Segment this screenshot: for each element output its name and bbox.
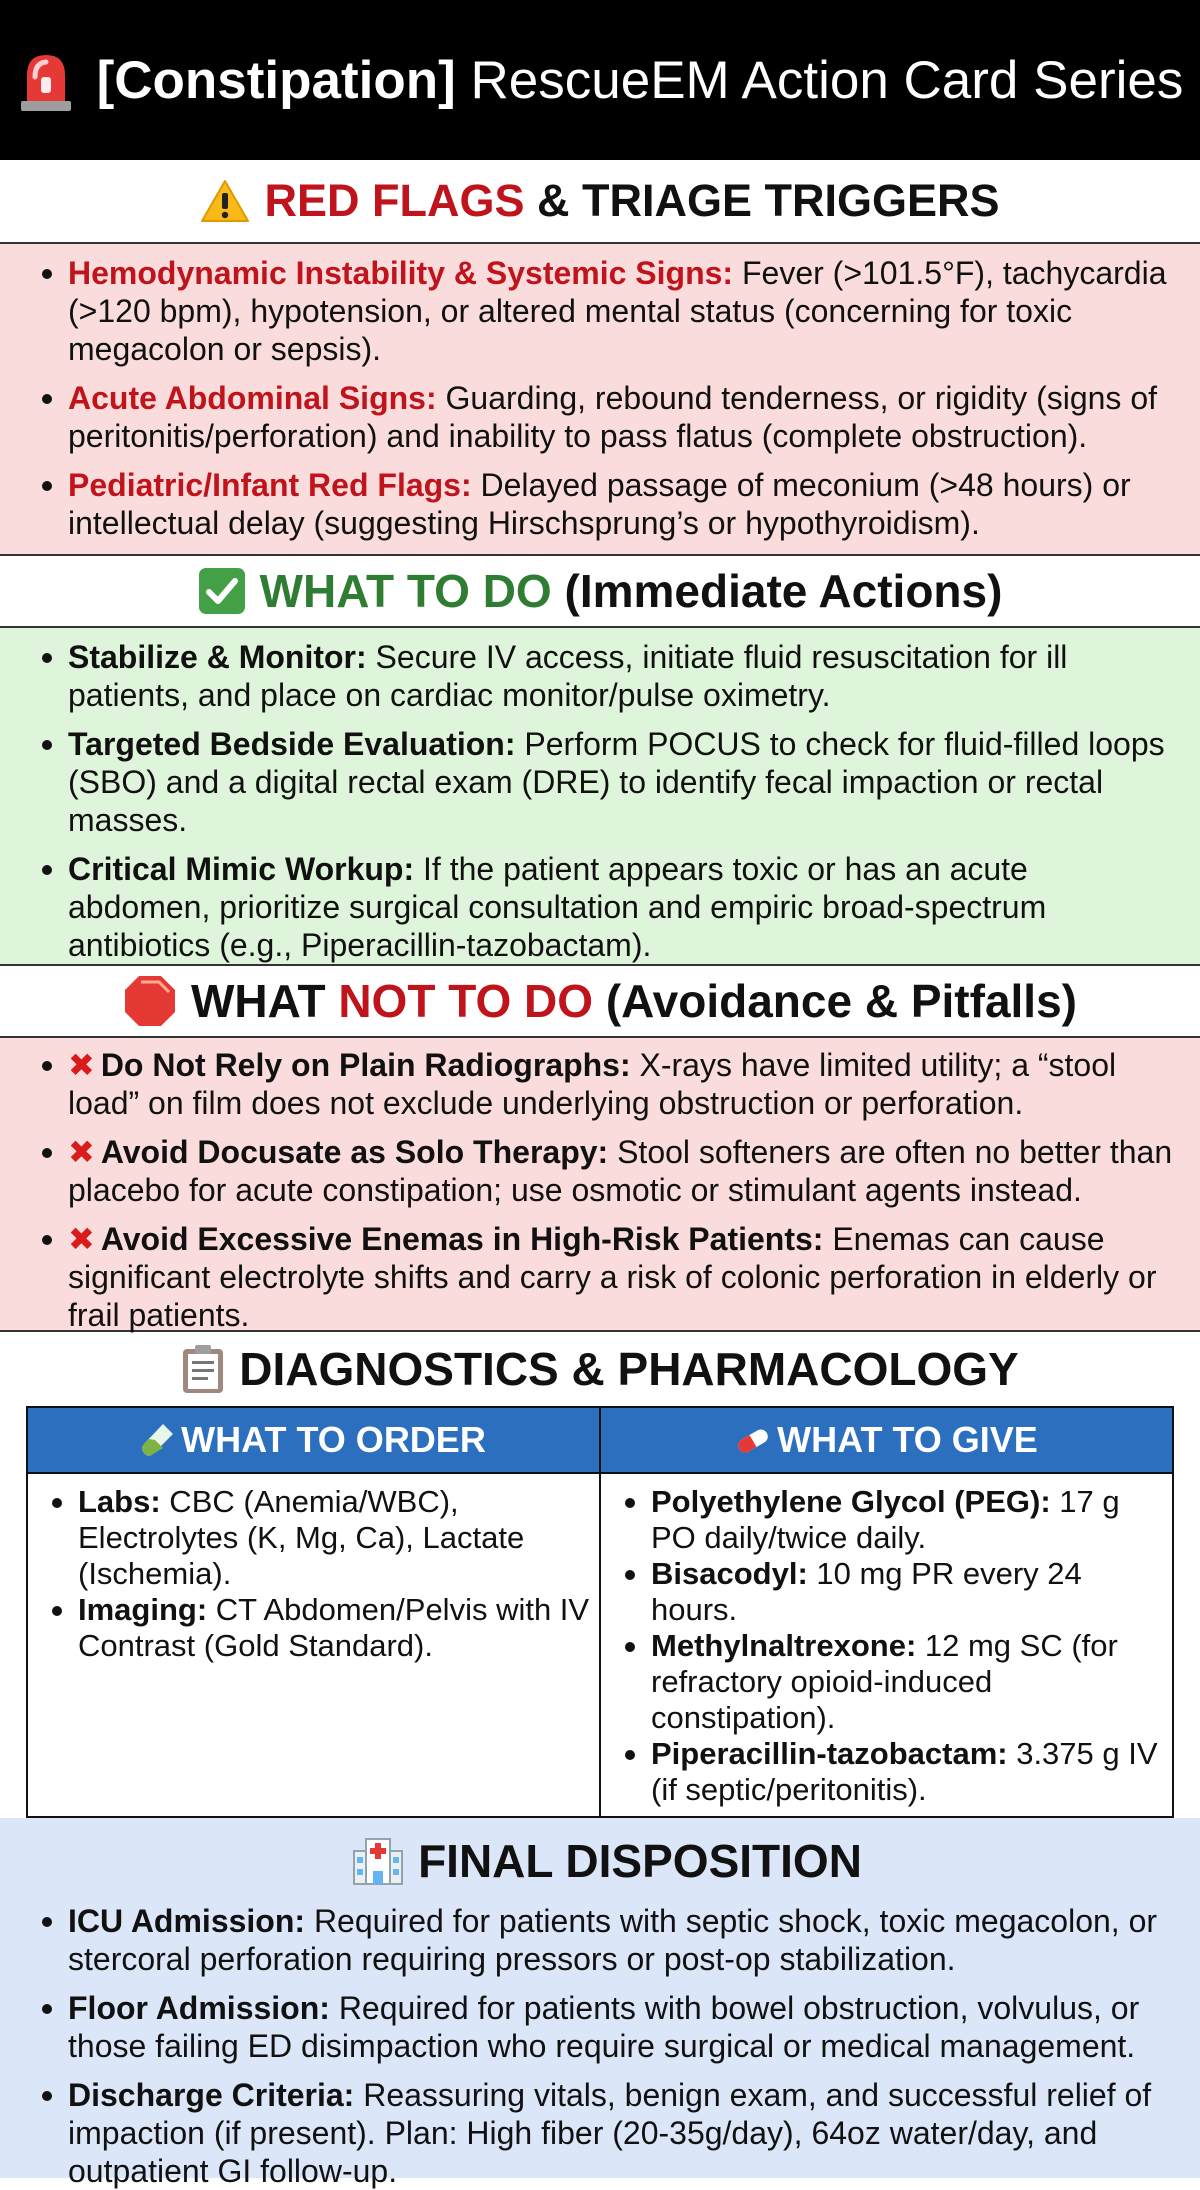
- test-tube-icon: [141, 1422, 175, 1456]
- list-item: ICU Admission: Required for patients with septic shock, toxic megacolon, or stercoral perforation requiring pressors or post-op stabilization.: [40, 1902, 1174, 1978]
- disposition-title-text: FINAL DISPOSITION: [418, 1835, 862, 1887]
- list-item: ✖ Do Not Rely on Plain Radiographs: X-rays have limited utility; a “stool load” on film does not exclude underlying obstruction or perforation.: [40, 1046, 1174, 1122]
- cross-icon: ✖: [68, 1047, 95, 1083]
- list-item: Pediatric/Infant Red Flags: Delayed passage of meconium (>48 hours) or intellectual delay (suggesting Hirschsprung’s or hypothyroidism).: [40, 466, 1174, 542]
- order-header: WHAT TO ORDER: [27, 1407, 600, 1473]
- header-title-rest: RescueEM Action Card Series: [470, 50, 1184, 110]
- check-icon: [198, 567, 246, 615]
- warning-icon: [200, 179, 250, 223]
- list-item: Piperacillin-tazobactam: 3.375 g IV (if septic/peritonitis).: [623, 1736, 1164, 1808]
- red-flags-title-red: RED FLAGS: [264, 175, 525, 226]
- list-item: Hemodynamic Instability & Systemic Signs: Fever (>101.5°F), tachycardia (>120 bpm), hypotension, or altered mental status (concerning for toxic megacolon or sepsis).: [40, 254, 1174, 368]
- give-header: WHAT TO GIVE: [600, 1407, 1173, 1473]
- list-item: Labs: CBC (Anemia/WBC), Electrolytes (K, Mg, Ca), Lactate (Ischemia).: [50, 1484, 591, 1592]
- what-to-do-list: [0, 626, 1200, 966]
- disposition-list: [40, 1902, 1174, 2190]
- what-not-to-do-title-rest: (Avoidance & Pitfalls): [605, 975, 1077, 1027]
- red-flags-list: [0, 242, 1200, 556]
- cross-icon: ✖: [68, 1134, 95, 1170]
- pill-icon: [735, 1426, 771, 1456]
- diagnostics-table-wrap: [0, 1406, 1200, 1818]
- disposition-section: [0, 1818, 1200, 2189]
- header-title-bold: [Constipation]: [96, 50, 456, 110]
- list-item: Polyethylene Glycol (PEG): 17 g PO daily/twice daily.: [623, 1484, 1164, 1556]
- diagnostics-table: [26, 1406, 1174, 1818]
- list-item: Methylnaltrexone: 12 mg SC (for refractory opioid-induced constipation).: [623, 1628, 1164, 1736]
- list-item: Critical Mimic Workup: If the patient appears toxic or has an acute abdomen, prioritize surgical consultation and empiric broad-spectrum antibiotics (e.g., Piperacillin-tazobactam).: [40, 850, 1174, 964]
- what-not-to-do-title-pre: WHAT: [191, 975, 326, 1027]
- card-header: [0, 0, 1200, 160]
- hospital-icon: [352, 1837, 404, 1885]
- diagnostics-title-text: DIAGNOSTICS & PHARMACOLOGY: [239, 1343, 1019, 1395]
- cross-icon: ✖: [68, 1221, 95, 1257]
- list-item: Bisacodyl: 10 mg PR every 24 hours.: [623, 1556, 1164, 1628]
- list-item: Targeted Bedside Evaluation: Perform POCUS to check for fluid-filled loops (SBO) and a digital rectal exam (DRE) to identify fecal impaction or rectal masses.: [40, 725, 1174, 839]
- list-item: Discharge Criteria: Reassuring vitals, benign exam, and successful relief of impaction (if present). Plan: High fiber (20-35g/day), 64oz water/day, and outpatient GI follow-up.: [40, 2076, 1174, 2190]
- stop-icon: [123, 974, 177, 1028]
- red-flags-title: [0, 160, 1200, 242]
- clipboard-icon: [181, 1343, 225, 1395]
- disposition-title: [40, 1826, 1174, 1896]
- list-item: Stabilize & Monitor: Secure IV access, initiate fluid resuscitation for ill patients, and place on cardiac monitor/pulse oximetry.: [40, 638, 1174, 714]
- header-title: [97, 50, 1184, 111]
- what-to-do-title-rest: (Immediate Actions): [564, 565, 1003, 617]
- red-flags-title-rest: & TRIAGE TRIGGERS: [537, 175, 1000, 226]
- what-not-to-do-title-red: NOT TO DO: [338, 975, 594, 1027]
- diagnostics-title: [0, 1332, 1200, 1406]
- list-item: ✖ Avoid Excessive Enemas in High-Risk Patients: Enemas can cause significant electrolyte shifts and carry a risk of colonic perforation in elderly or frail patients.: [40, 1220, 1174, 1334]
- siren-icon: [17, 47, 75, 113]
- what-to-do-title-green: WHAT TO DO: [259, 565, 552, 617]
- list-item: Acute Abdominal Signs: Guarding, rebound tenderness, or rigidity (signs of peritonitis/perforation) and inability to pass flatus (complete obstruction).: [40, 379, 1174, 455]
- what-to-do-title: [0, 556, 1200, 626]
- list-item: ✖ Avoid Docusate as Solo Therapy: Stool softeners are often no better than placebo for acute constipation; use osmotic or stimulant agents instead.: [40, 1133, 1174, 1209]
- what-not-to-do-title: [0, 966, 1200, 1036]
- list-item: Floor Admission: Required for patients with bowel obstruction, volvulus, or those failing ED disimpaction who require surgical or medical management.: [40, 1989, 1174, 2065]
- list-item: Imaging: CT Abdomen/Pelvis with IV Contrast (Gold Standard).: [50, 1592, 591, 1664]
- order-cell: [27, 1473, 600, 1817]
- give-cell: [600, 1473, 1173, 1817]
- what-not-to-do-list: [0, 1036, 1200, 1332]
